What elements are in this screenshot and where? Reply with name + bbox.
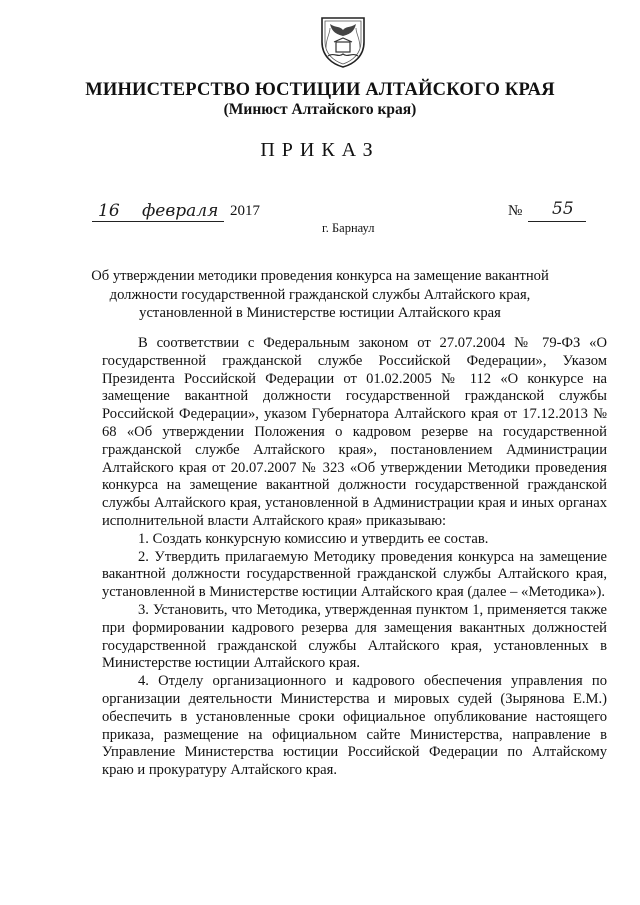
city-label: г. Барнаул xyxy=(322,221,375,235)
ministry-short-name: (Минюст Алтайского края) xyxy=(223,101,417,118)
order-body xyxy=(102,335,607,780)
coat-of-arms-emblem xyxy=(318,12,368,68)
date-year: 2017 xyxy=(230,203,260,219)
item-paragraph-4: 4. Отделу организационного и кадрового обеспечения управления по организации деятельности Министерства и мировых судей (Зырянова Е.М.) обеспечить в установленные сроки официальное опубликование настоящего приказа, размещение на официальном сайте Министерства, направление в Управление Министерства юстиции Российской Федерации по Алтайскому краю и прокуратуру Алтайского края. xyxy=(102,673,607,779)
date-day-handwritten: 16 xyxy=(98,201,120,221)
date-underline xyxy=(92,221,224,222)
number-underline xyxy=(528,221,586,222)
ministry-name: МИНИСТЕРСТВО ЮСТИЦИИ АЛТАЙСКОГО КРАЯ xyxy=(85,80,555,100)
order-number-handwritten: 55 xyxy=(552,199,574,219)
preamble-paragraph: В соответствии с Федеральным законом от 27.07.2004 № 79-ФЗ «О государственной гражданской службе Российской Федерации», Указом Президента Российской Федерации от 01.02.2005 № 112 «О конкурсе на замещение вакантной должности государственной гражданской службы Российской Федерации», указом Губернатора Алтайского края от 17.12.2013 № 68 «Об утверждении Положения о кадровом резерве на государственной гражданской службе Алтайского края», постановлением Администрации Алтайского края от 20.07.2007 № 323 «Об утверждении Методики проведения конкурса на замещение вакантной должности государственной гражданской службы Алтайского края, установленной в Администрации края и иных органах исполнительной власти Алтайского края» приказываю: xyxy=(102,335,607,529)
order-subject: Об утверждении методики проведения конкурса на замещение вакантной должности государственной гражданской службы Алтайского края, установленной в Министерстве юстиции Алтайского края xyxy=(91,268,549,322)
item-paragraph-2: 2. Утвердить прилагаемую Методику проведения конкурса на замещение вакантной должности государственной гражданской службы Алтайского края, установленной в Министерстве юстиции Алтайского края (далее – «Методика»). xyxy=(102,548,607,601)
item-paragraph-3: 3. Установить, что Методика, утвержденная пунктом 1, применяется также при формировании кадрового резерва для замещения вакантных должностей государственной гражданской службы Алтайского края, установленных в Министерстве юстиции Алтайского края. xyxy=(102,601,607,672)
item-paragraph-1: 1. Создать конкурсную комиссию и утвердить ее состав. xyxy=(138,530,489,547)
document-type-title: ПРИКАЗ xyxy=(260,139,380,161)
number-label: № xyxy=(508,203,523,219)
date-month-handwritten: февраля xyxy=(142,201,219,221)
